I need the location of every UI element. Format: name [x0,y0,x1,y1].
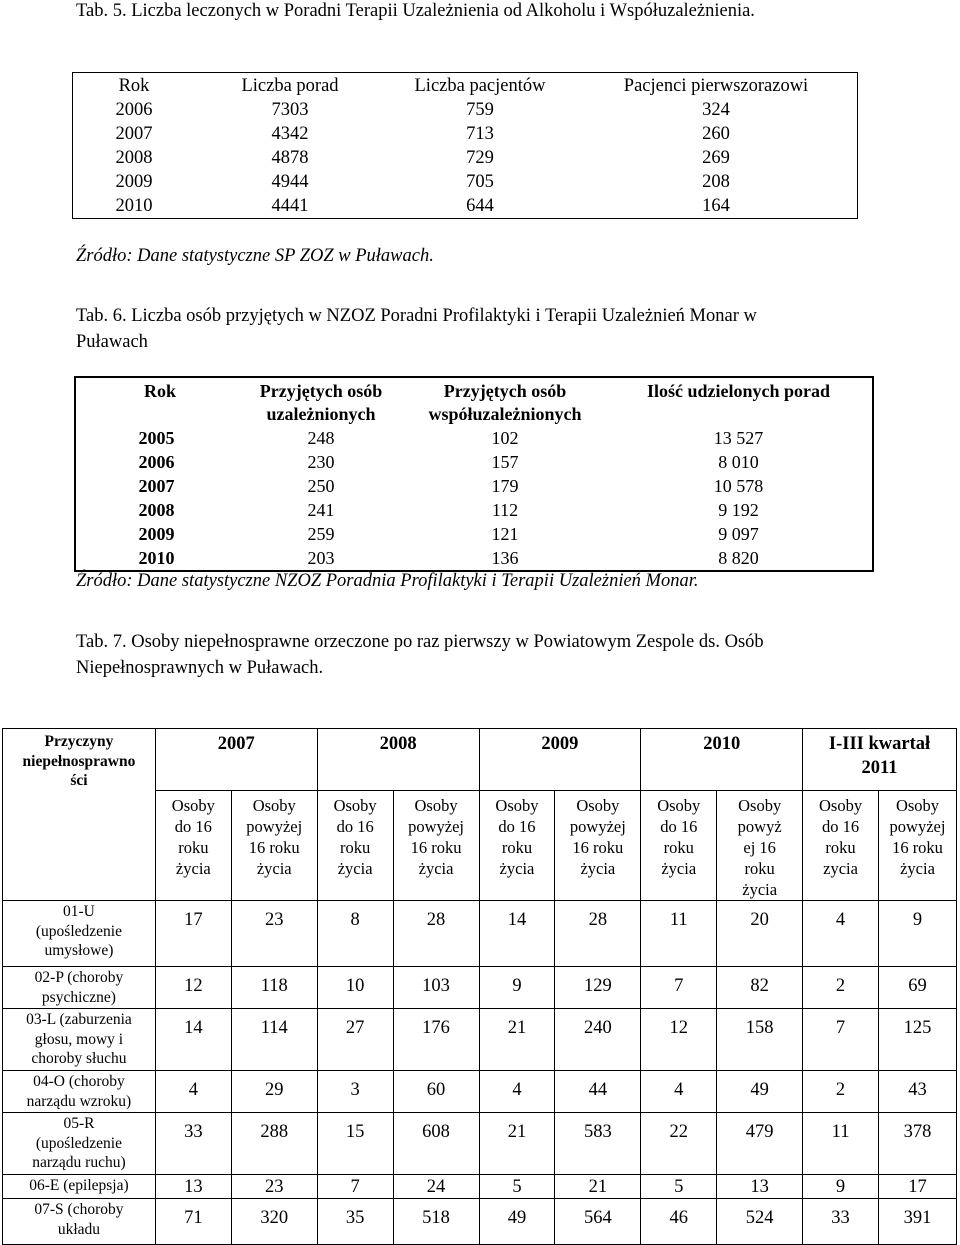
cell-addicted: 250 [307,476,335,496]
tab7-cause-line: 03-L (zaburzenia [26,1011,132,1028]
cell-consultations: 13 527 [713,428,764,448]
cell-consultations: 7303 [271,100,309,120]
tab7-value-cell: 11 [803,1113,879,1175]
tab7-value-cell: 158 [717,1009,803,1071]
tab7-value-cell: 240 [555,1009,641,1071]
tab7-value-cell: 378 [879,1113,957,1175]
tab7-value-cell: 14 [155,1009,231,1071]
tab7-cause-line: (upośledzenie [35,922,122,940]
tab7-year-2011 [803,729,957,791]
cell-patients: 759 [466,100,494,120]
tab6-header-year: Rok [144,381,177,401]
tab7-cause-line: 02-P (choroby [34,969,124,986]
tab7-cause-line: narządu ruchu) [32,1154,126,1171]
tab7-value-cell: 82 [717,967,803,1009]
cell-consultations: 4944 [271,172,309,192]
tab7-value-cell: 49 [717,1071,803,1113]
tab7-value-cell: 608 [393,1113,479,1175]
tab7-year-2009: 2009 [479,729,641,791]
tab7-value-cell: 4 [803,901,879,967]
tab7-year-2011-l2: 2011 [861,758,898,778]
table-row [75,450,873,474]
tab7-corner-l3: ści [70,772,88,789]
tab7-value-cell: 2 [803,967,879,1009]
tab5-header-first-time: Pacjenci pierwszorazowi [623,75,809,96]
tab7-value-cell: 129 [555,967,641,1009]
tab7-cause-cell [3,1113,156,1175]
cell-year: 2010 [138,548,175,568]
tab7-value-cell: 5 [641,1175,717,1199]
cell-first-time: 208 [702,172,730,192]
tab7-corner-l1: Przyczyny [44,733,114,750]
tab7-corner-l2: niepełnosprawno [22,752,136,770]
tab7-subheader: Osoby do 16 roku życia [479,791,555,901]
tab7-cause-line: psychiczne) [41,988,116,1006]
tab6-header-codependent-l1: Przyjętych osób [443,381,567,401]
cell-patients: 644 [466,196,494,216]
cell-first-time: 269 [702,148,730,168]
tab6-caption-line2: Puławach [76,332,148,352]
tab7-value-cell: 20 [717,901,803,967]
tab7-cause-line: 05-R [63,1115,95,1132]
tab7-value-cell: 21 [479,1009,555,1071]
cell-addicted: 241 [307,500,335,520]
tab7-value-cell: 583 [555,1113,641,1175]
cell-year: 2007 [115,124,153,144]
tab7-subheader: Osoby powyżej 16 roku życia [555,791,641,901]
cell-codependent: 179 [491,476,519,496]
tab5-header-year: Rok [118,75,150,96]
tab7-cause-cell [3,967,156,1009]
cell-year: 2006 [115,100,153,120]
tab7-value-cell: 103 [393,967,479,1009]
cell-consultations: 10 578 [713,476,764,496]
tab7-value-cell: 69 [879,967,957,1009]
tab6-header-row [75,377,873,426]
tab5-table [72,72,858,219]
tab7-value-cell: 4 [641,1071,717,1113]
tab7-value-cell: 8 [317,901,393,967]
cell-consultations: 4878 [271,148,309,168]
cell-addicted: 230 [307,452,335,472]
tab7-year-2010: 2010 [641,729,803,791]
cell-year: 2009 [115,172,153,192]
tab7-value-cell: 479 [717,1113,803,1175]
tab7-cause-line: 07-S (choroby [34,1201,124,1218]
tab7-value-cell: 518 [393,1199,479,1245]
table-row [73,170,858,194]
tab7-value-cell: 14 [479,901,555,967]
tab7-cause-line: głosu, mowy i [34,1030,124,1048]
tab7-value-cell: 391 [879,1199,957,1245]
tab7-value-cell: 320 [231,1199,317,1245]
tab7-subheader: Osoby do 16 roku zycia [803,791,879,901]
tab7-subheader: Osoby do 16 roku życia [641,791,717,901]
cell-consultations: 4441 [271,196,309,216]
cell-consultations: 8 820 [718,548,759,568]
tab7-value-cell: 44 [555,1071,641,1113]
tab7-value-cell: 3 [317,1071,393,1113]
tab7-subheader: Osoby powyż ej 16 roku życia [717,791,803,901]
tab7-value-cell: 21 [479,1113,555,1175]
tab7-value-cell: 28 [555,901,641,967]
tab6-caption-line1: Tab. 6. Liczba osób przyjętych w NZOZ Poradni Profilaktyki i Terapii Uzależnień Monar w [76,306,757,326]
tab7-year-2007: 2007 [155,729,317,791]
tab7-cause-line: umysłowe) [44,942,114,959]
tab7-caption-line1: Tab. 7. Osoby niepełnosprawne orzeczone po raz pierwszy w Powiatowym Zespole ds. Osób [76,632,764,652]
cell-year: 2006 [138,452,175,472]
table-row [3,1113,957,1175]
table-row [3,1071,957,1113]
tab6-header-addicted-l2: uzależnionych [266,404,376,424]
tab7-value-cell: 5 [479,1175,555,1199]
tab7-value-cell: 35 [317,1199,393,1245]
tab7-value-cell: 24 [393,1175,479,1199]
table-row [73,146,858,170]
cell-addicted: 248 [307,428,335,448]
tab7-value-cell: 125 [879,1009,957,1071]
cell-addicted: 203 [307,548,335,568]
tab7-value-cell: 17 [879,1175,957,1199]
cell-year: 2009 [138,524,175,544]
tab7-table [2,728,957,1245]
table-row [75,522,873,546]
tab7-subheader: Osoby powyżej 16 roku życia [879,791,957,901]
tab5-source: Źródło: Dane statystyczne SP ZOZ w Puławach. [76,246,434,266]
table-row [3,1199,957,1245]
tab7-value-cell: 49 [479,1199,555,1245]
table-row [75,546,873,571]
tab7-value-cell: 176 [393,1009,479,1071]
tab7-value-cell: 29 [231,1071,317,1113]
cell-patients: 713 [466,124,494,144]
table-row [3,901,957,967]
tab7-cause-cell [3,1071,156,1113]
tab7-cause-line: 01-U [63,903,95,920]
tab7-value-cell: 46 [641,1199,717,1245]
tab5-caption: Tab. 5. Liczba leczonych w Poradni Terapii Uzależnienia od Alkoholu i Współuzależnienia. [76,1,755,21]
tab7-cause-line: układu [57,1220,101,1238]
table-row [73,98,858,122]
tab5-header-consultations: Liczba porad [241,75,339,96]
tab7-value-cell: 564 [555,1199,641,1245]
tab7-subheader: Osoby powyżej 16 roku życia [231,791,317,901]
cell-year: 2005 [138,428,175,448]
tab7-value-cell: 4 [479,1071,555,1113]
tab7-year-row [3,729,957,791]
tab6-table [74,376,874,572]
cell-first-time: 164 [702,196,730,216]
tab6-header-codependent-l2: współuzależnionych [428,404,582,424]
tab7-value-cell: 524 [717,1199,803,1245]
tab7-corner-header [3,729,156,901]
tab7-cause-line: choroby słuchu [31,1050,127,1067]
cell-consultations: 8 010 [718,452,759,472]
tab7-cause-line: 06-E (epilepsja) [29,1177,129,1194]
tab7-value-cell: 27 [317,1009,393,1071]
tab7-subheader: Osoby do 16 roku życia [155,791,231,901]
tab7-value-cell: 15 [317,1113,393,1175]
tab7-caption-line2: Niepełnosprawnych w Puławach. [76,658,324,678]
cell-addicted: 259 [307,524,335,544]
tab7-cause-cell [3,1175,156,1199]
tab7-value-cell: 23 [231,901,317,967]
table-row [3,967,957,1009]
tab6-header-addicted-l1: Przyjętych osób [259,381,383,401]
tab7-value-cell: 4 [155,1071,231,1113]
cell-codependent: 157 [491,452,519,472]
tab6-header-codependent [405,377,605,426]
cell-first-time: 260 [702,124,730,144]
cell-codependent: 136 [491,548,519,568]
tab7-cause-cell [3,1009,156,1071]
tab5-header-patients: Liczba pacjentów [414,75,546,96]
tab6-source: Źródło: Dane statystyczne NZOZ Poradnia Profilaktyki i Terapii Uzależnień Monar. [76,571,699,591]
table-row [75,426,873,450]
tab7-value-cell: 43 [879,1071,957,1113]
tab7-value-cell: 2 [803,1071,879,1113]
tab7-value-cell: 23 [231,1175,317,1199]
tab7-value-cell: 71 [155,1199,231,1245]
tab7-value-cell: 33 [155,1113,231,1175]
cell-consultations: 9 097 [718,524,759,544]
tab7-cause-line: 04-O (choroby [33,1073,125,1090]
tab7-value-cell: 17 [155,901,231,967]
tab7-value-cell: 33 [803,1199,879,1245]
tab7-cause-line: (upośledzenie [35,1134,122,1152]
table-row [73,122,858,146]
tab7-value-cell: 7 [317,1175,393,1199]
tab7-value-cell: 7 [803,1009,879,1071]
tab7-value-cell: 13 [717,1175,803,1199]
tab7-subheader: Osoby powyżej 16 roku życia [393,791,479,901]
table-row [3,1009,957,1071]
tab7-value-cell: 114 [231,1009,317,1071]
cell-codependent: 102 [491,428,519,448]
tab7-year-2008: 2008 [317,729,479,791]
cell-year: 2008 [138,500,175,520]
cell-first-time: 324 [702,100,730,120]
tab7-cause-line: narządu wzroku) [26,1092,132,1110]
table-row [75,498,873,522]
tab7-subheader: Osoby do 16 roku życia [317,791,393,901]
cell-year: 2007 [138,476,175,496]
tab7-cause-cell [3,901,156,967]
tab7-value-cell: 28 [393,901,479,967]
tab7-value-cell: 9 [879,901,957,967]
cell-codependent: 121 [491,524,519,544]
cell-consultations: 9 192 [718,500,759,520]
tab7-value-cell: 11 [641,901,717,967]
tab7-cause-cell [3,1199,156,1245]
table-row [75,474,873,498]
tab7-value-cell: 12 [641,1009,717,1071]
tab7-value-cell: 13 [155,1175,231,1199]
tab7-value-cell: 10 [317,967,393,1009]
cell-consultations: 4342 [271,124,309,144]
cell-year: 2008 [115,148,153,168]
cell-patients: 705 [466,172,494,192]
table-row [73,194,858,219]
tab7-value-cell: 12 [155,967,231,1009]
tab7-value-cell: 118 [231,967,317,1009]
tab5-header-row [73,73,858,99]
table-row [3,1175,957,1199]
tab7-value-cell: 288 [231,1113,317,1175]
tab6-header-consultations: Ilość udzielonych porad [646,381,831,401]
tab7-value-cell: 21 [555,1175,641,1199]
cell-codependent: 112 [491,500,519,520]
tab7-value-cell: 22 [641,1113,717,1175]
tab7-value-cell: 9 [803,1175,879,1199]
tab7-value-cell: 60 [393,1071,479,1113]
cell-patients: 729 [466,148,494,168]
tab7-year-2011-l1: I-III kwartał [828,734,931,754]
tab7-value-cell: 9 [479,967,555,1009]
cell-year: 2010 [115,196,153,216]
tab7-value-cell: 7 [641,967,717,1009]
tab6-header-addicted [237,377,405,426]
